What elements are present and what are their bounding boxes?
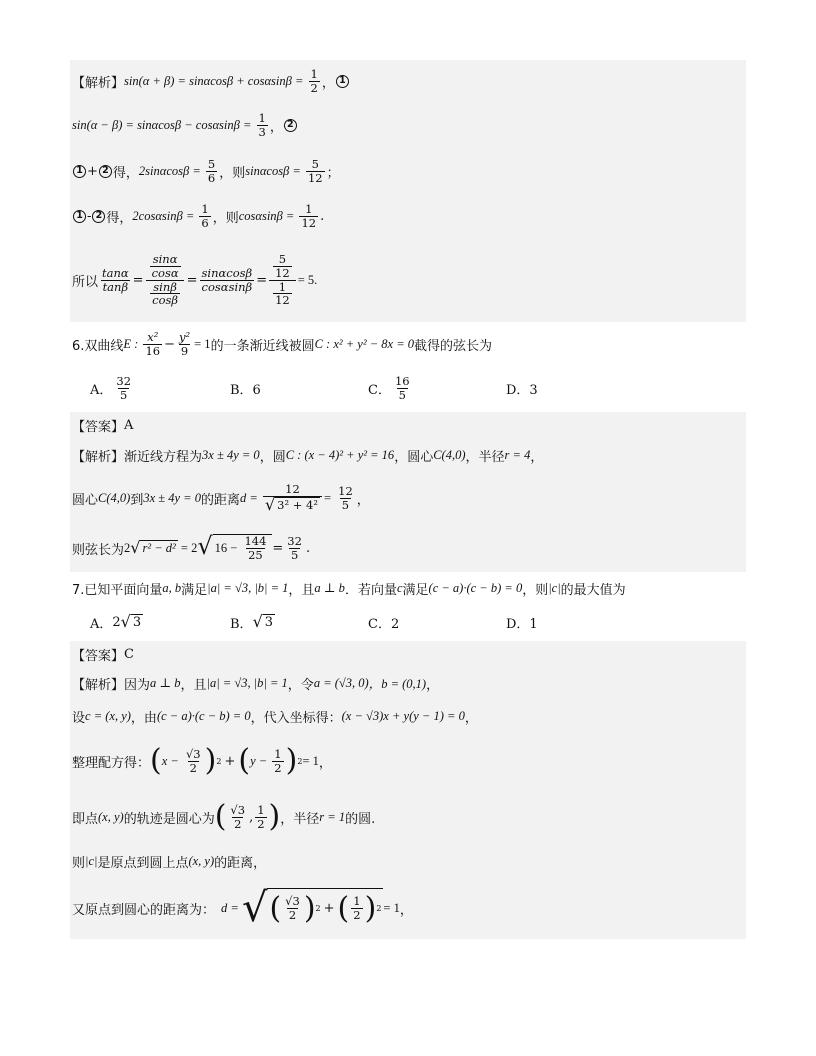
- fraction: $\frac{\text{y²}}{9}$: [179, 329, 191, 358]
- q6-analysis-2: [70, 472, 746, 524]
- punct: ，: [399, 902, 413, 918]
- text: ，且: [288, 582, 315, 598]
- fraction: $\frac{12}{5}$: [338, 483, 353, 512]
- operator: +: [87, 163, 98, 179]
- fraction: $\frac{5}{6}$: [207, 156, 216, 185]
- math-expr: = 1: [383, 900, 400, 915]
- math-expr: sin(α + β) = sinαcosβ + cosαsinβ =: [124, 73, 307, 88]
- fraction: $\frac{1}{6}$: [201, 201, 209, 230]
- circled-number: 2: [284, 119, 297, 132]
- fraction: $\frac{1}{3}$: [258, 110, 266, 139]
- choice-d[interactable]: D．3: [506, 382, 538, 398]
- text: 即点: [72, 811, 99, 827]
- math-expr: C(4,0): [433, 447, 466, 462]
- document-page: [70, 60, 746, 939]
- math-expr: a = (√3, 0): [313, 675, 369, 690]
- math-expr: 3x ± 4y = 0: [143, 490, 201, 505]
- text: ．若向量: [344, 582, 397, 598]
- fraction: $\frac{\tan\alpha}{\tan\beta}$: [102, 265, 129, 294]
- p5-line-4: [70, 194, 746, 238]
- answer-value: C: [124, 646, 134, 662]
- fraction: $\frac{1}{2}$: [310, 66, 318, 95]
- fraction: $\frac{144}{25}$: [244, 534, 267, 562]
- fraction: $\frac{√3}{2}$: [230, 802, 246, 831]
- math-expr: y −: [250, 753, 271, 768]
- text: ，半径: [465, 449, 505, 465]
- sqrt: √ 16 − $\frac{144}{25}$: [197, 534, 272, 561]
- math-expr: sin(α − β) = sinαcosβ − cosαsinβ =: [72, 117, 255, 132]
- text: 截得的弦长为: [414, 338, 493, 354]
- punct: ，: [426, 677, 440, 693]
- q7-analysis-6: [70, 877, 746, 939]
- text: 的距离: [200, 492, 240, 508]
- text: 是原点到圆上点: [97, 855, 189, 871]
- q7-analysis-4: 即点 (x, y) 的轨迹是圆心为 ( $\frac{√3}{2}$ , $\frac{1}{2}$ ) ，半径 r = 1 的圆.: [70, 789, 746, 845]
- text: ，圆: [259, 449, 286, 465]
- math-expr: a ⊥ b: [314, 581, 345, 595]
- text: ，由: [130, 710, 157, 726]
- choice-d[interactable]: D．1: [506, 616, 538, 632]
- sqrt: √ 3: [120, 612, 142, 631]
- text: 满足: [402, 582, 429, 598]
- math-expr: x −: [161, 753, 182, 768]
- math-expr: a, b: [162, 580, 182, 595]
- circled-number: 1: [336, 75, 349, 88]
- p5-line-2: [70, 102, 746, 148]
- operator: +: [224, 753, 236, 769]
- fraction: $\frac{5}{12}$: [307, 156, 323, 185]
- text: 则弦长为: [72, 542, 125, 558]
- p5-line-5: 所以 $\frac{\tan\alpha}{\tan\beta}$ = $\frac{\frac{\sin\alpha}{\cos\alpha}}{\frac{\sin\beta}{\cos\beta}}$ = $\frac{\sin\alpha\cos\beta}{\cos\alpha\sin\beta}$ = $\frac{\frac{5}{12}}{\frac{1}{12}}$ = 5.: [70, 238, 746, 322]
- answer-value: A: [124, 417, 134, 433]
- text: 则: [72, 855, 86, 871]
- math-expr: =: [323, 490, 335, 505]
- question-number: 7.已知平面向量: [72, 582, 163, 598]
- math-expr: d =: [240, 490, 261, 505]
- math-expr: (x, y): [98, 809, 124, 824]
- fraction: $\frac{1}{2}$: [274, 746, 282, 775]
- math-expr: r = 4: [504, 447, 531, 462]
- circled-number: 2: [92, 210, 105, 223]
- question-number: 6.双曲线: [72, 338, 124, 354]
- choice-b[interactable]: B． √ 3: [230, 612, 274, 632]
- q6-answer: [70, 412, 746, 438]
- math-expr: c: [396, 580, 403, 595]
- math-expr: C : (x − 4)² + y² = 16: [285, 447, 395, 462]
- text: 渐近线方程为: [124, 449, 203, 465]
- text: 的最大值为: [560, 582, 626, 598]
- sqrt: √ 3² + 4²: [264, 494, 318, 514]
- math-expr: |a| = √3, |b| = 1: [207, 580, 289, 595]
- math-expr: C(4,0): [98, 490, 131, 505]
- math-expr: r = 1: [319, 809, 346, 824]
- text: 的圆.: [345, 811, 376, 827]
- math-expr: C : x² + y² − 8x = 0: [314, 336, 415, 351]
- math-expr: (c − a)·(c − b) = 0: [428, 580, 523, 595]
- choice-a[interactable]: A． $\frac{32}{5}$: [90, 373, 132, 402]
- fraction: $\frac{\sin\alpha\cos\beta}{\cos\alpha\sin\beta}$: [201, 265, 253, 294]
- circled-number: 2: [99, 165, 112, 178]
- math-expr: (x, y): [188, 853, 215, 868]
- punct: ，: [321, 75, 335, 91]
- punct: ，: [269, 119, 283, 135]
- text: ，圆心: [394, 449, 434, 465]
- text: 又原点到圆心的距离为：: [72, 902, 216, 918]
- choice-c[interactable]: C． $\frac{16}{5}$: [368, 373, 410, 402]
- answer-label: 【答案】: [72, 419, 125, 435]
- text: 得，: [106, 210, 133, 226]
- fraction: $\frac{\sin\alpha}{\cos\alpha}$: [151, 252, 179, 280]
- text: ，半径: [280, 811, 320, 827]
- analysis-label: 【解析】: [72, 449, 125, 465]
- sqrt: √ r² − d²: [130, 538, 176, 557]
- q7-analysis-3: 整理配方得： ( x − $\frac{√3}{2}$ ) 2 + ( y − $\frac{1}{2}$ ) 2 = 1 ，: [70, 733, 746, 789]
- text: ，代入坐标得：: [250, 710, 342, 726]
- text: 的距离，: [214, 855, 267, 871]
- punct: ；: [326, 165, 340, 181]
- math-expr: = 1: [302, 753, 319, 768]
- punct: .: [320, 208, 325, 224]
- math-expr: 2: [124, 540, 131, 555]
- math-expr: = 2: [177, 540, 198, 555]
- circled-number: 1: [73, 210, 86, 223]
- fraction: $\frac{32}{5}$: [116, 373, 132, 402]
- choice-c[interactable]: C．2: [368, 616, 400, 632]
- choice-b[interactable]: B．6: [230, 382, 261, 398]
- fraction: $\frac{1}{2}$: [257, 802, 265, 831]
- fraction: $\frac{\text{x²}}{16}$: [145, 329, 161, 358]
- q7-answer: [70, 641, 746, 667]
- math-expr: |a| = √3, |b| = 1: [206, 675, 288, 690]
- sqrt: √ ( $\frac{√3}{2}$ ) 2 + ( $\frac{1}{2}$ ) 2: [241, 885, 382, 931]
- punct: ，: [356, 492, 370, 508]
- analysis-label: 【解析】: [72, 75, 125, 91]
- text: 整理配方得：: [72, 755, 151, 771]
- q7-analysis-1: [70, 667, 746, 699]
- compound-fraction: [269, 253, 296, 307]
- fraction: 12 √ 3² + 4²: [263, 483, 322, 513]
- text: 的轨迹是圆心为: [123, 811, 215, 827]
- q6-analysis-1: [70, 438, 746, 472]
- punct: ，: [530, 449, 544, 465]
- text: ，则: [522, 582, 549, 598]
- q7-analysis-5: [70, 845, 746, 877]
- math-expr: 3x ± 4y = 0: [202, 447, 260, 462]
- text: 的一条渐近线被圆: [210, 338, 315, 354]
- text: 满足: [181, 582, 208, 598]
- math-expr: sinαcosβ =: [245, 163, 304, 178]
- math-expr: = 5.: [297, 272, 318, 287]
- text: ，且: [180, 677, 207, 693]
- text: ，则: [219, 165, 246, 181]
- fraction: $\frac{√3}{2}$: [285, 894, 300, 922]
- math-expr: c = (x, y): [85, 708, 131, 723]
- p5-line-3: [70, 148, 746, 194]
- text: 到: [130, 492, 144, 508]
- fraction: $\frac{5}{12}$: [275, 252, 290, 280]
- p5-line-1: [70, 60, 746, 102]
- math-expr: E :: [123, 336, 142, 351]
- math-expr: = 1: [194, 336, 211, 351]
- circled-number: 1: [73, 165, 86, 178]
- math-expr: cosαsinβ =: [238, 208, 298, 223]
- fraction: $\frac{16}{5}$: [394, 373, 410, 402]
- math-expr: |c|: [548, 580, 561, 595]
- math-expr: ，b = (0,1): [368, 677, 427, 691]
- text: 圆心: [72, 492, 99, 508]
- answer-label: 【答案】: [72, 648, 125, 664]
- q6-stem: 6.双曲线 E : $\frac{\text{x²}}{16}$ − $\frac{\text{y²}}{9}$ = 1 的一条渐近线被圆 C : x² + y² − 8x = 0 截得的弦长为: [72, 329, 493, 358]
- text: 所以: [72, 274, 99, 290]
- fraction: $\frac{1}{12}$: [275, 279, 290, 308]
- choice-a[interactable]: A． 2 √ 3: [90, 612, 142, 632]
- fraction: $\frac{\sin\beta}{\cos\beta}$: [152, 279, 179, 308]
- q7-analysis-2: [70, 699, 746, 733]
- fraction: $\frac{1}{12}$: [301, 201, 317, 230]
- analysis-label: 【解析】: [72, 677, 125, 693]
- math-expr: 2cosαsinβ =: [132, 208, 198, 223]
- math-expr: 2sinαcosβ =: [138, 163, 204, 178]
- q6-choices: [70, 364, 746, 412]
- punct: .: [305, 540, 311, 556]
- math-expr: d =: [221, 900, 242, 915]
- math-expr: (c − a)·(c − b) = 0: [156, 708, 251, 723]
- sqrt: √ 3: [252, 612, 274, 631]
- text: 因为: [124, 677, 151, 693]
- punct: ，: [464, 710, 478, 726]
- text: ，则: [212, 210, 239, 226]
- q6-analysis-3: 则弦长为 2 √ r² − d² = 2 √ 16 − $\frac{144}{25}$ = $\frac{32}{5}$ .: [70, 524, 746, 572]
- punct: ，: [318, 755, 332, 771]
- text: 设: [72, 710, 86, 726]
- q7-stem: [70, 573, 746, 603]
- compound-fraction: [146, 253, 185, 307]
- fraction: $\frac{32}{5}$: [287, 533, 302, 562]
- math-expr: |c|: [85, 853, 98, 868]
- text: 得，: [112, 165, 139, 181]
- math-expr: (x − √3)x + y(y − 1) = 0: [341, 708, 465, 723]
- text: ，令: [287, 677, 314, 693]
- operator: -: [87, 208, 92, 224]
- fraction: $\frac{√3}{2}$: [185, 746, 201, 775]
- fraction: $\frac{1}{2}$: [353, 894, 361, 922]
- math-expr: a ⊥ b: [150, 676, 181, 690]
- q7-choices: [70, 603, 746, 641]
